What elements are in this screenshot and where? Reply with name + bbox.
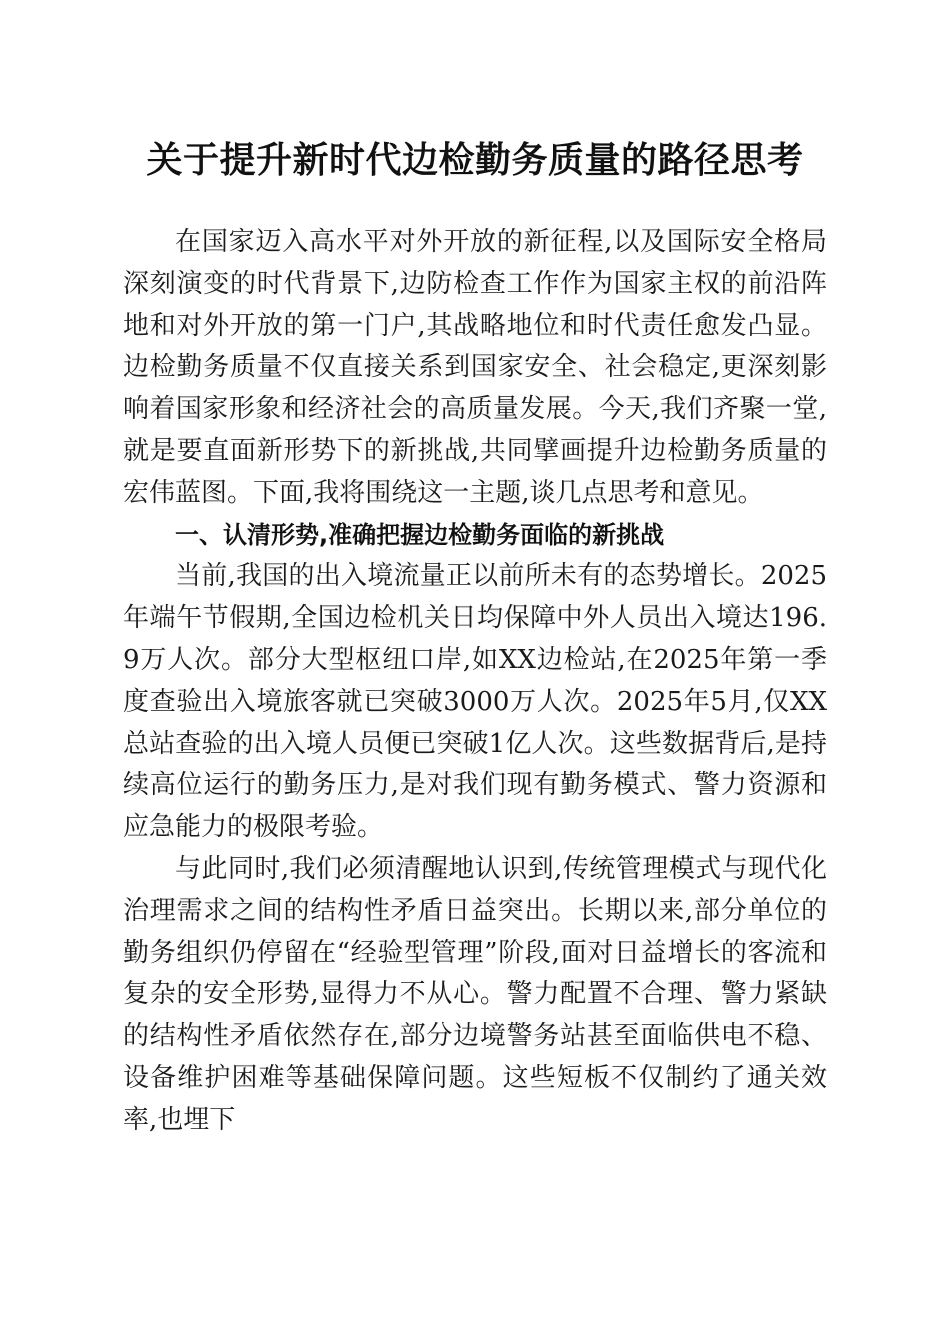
- section-heading: 一、认清形势,准确把握边检勤务面临的新挑战: [175, 520, 665, 549]
- section-paragraph: 当前,我国的出入境流量正以前所未有的态势增长。2025年端午节假期,全国边检机关日均保障中外人员出入境达196.9万人次。部分大型枢纽口岸,如XX边检站,在2025年第一季度查验出入境旅客就已突破3000万人次。2025年5月,仅XX总站查验的出入境人员便已突破1亿人次。这些数据背后,是持续高位运行的勤务压力,是对我们现有勤务模式、警力资源和应急能力的极限考验。: [123, 561, 827, 843]
- section-paragraph: 与此同时,我们必须清醒地认识到,传统管理模式与现代化治理需求之间的结构性矛盾日益突出。长期以来,部分单位的勤务组织仍停留在“经验型管理”阶段,面对日益增长的客流和复杂的安全形势,显得力不从心。警力配置不合理、警力紧缺的结构性矛盾依然存在,部分边境警务站甚至面临供电不稳、设备维护困难等基础保障问题。这些短板不仅制约了通关效率,也埋下: [123, 853, 827, 1135]
- document-body: [123, 222, 827, 1142]
- document-title: 关于提升新时代边检勤务质量的路径思考: [146, 139, 804, 181]
- intro-paragraph: 在国家迈入高水平对外开放的新征程,以及国际安全格局深刻演变的时代背景下,边防检查工作作为国家主权的前沿阵地和对外开放的第一门户,其战略地位和时代责任愈发凸显。边检勤务质量不仅直接关系到国家安全、社会稳定,更深刻影响着国家形象和经济社会的高质量发展。今天,我们齐聚一堂,就是要直面新形势下的新挑战,共同擘画提升边检勤务质量的宏伟蓝图。下面,我将围绕这一主题,谈几点思考和意见。: [123, 227, 827, 508]
